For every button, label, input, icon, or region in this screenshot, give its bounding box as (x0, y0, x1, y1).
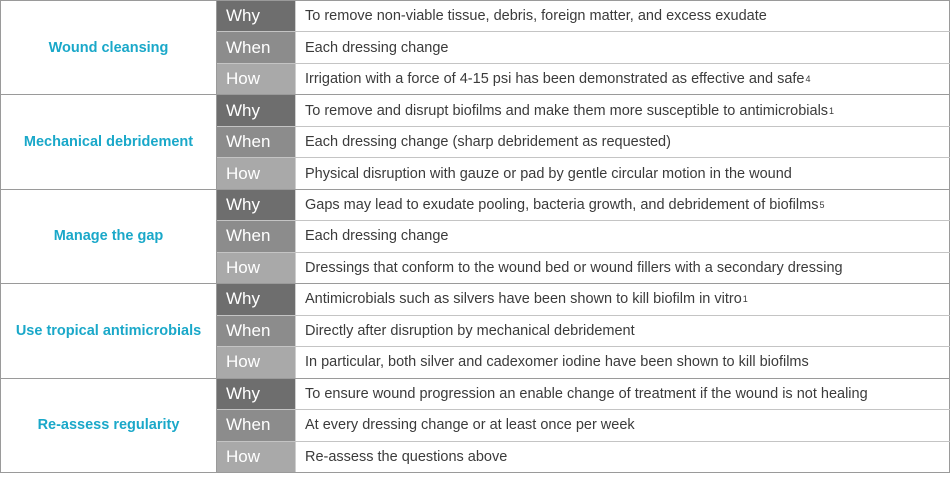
group-rows (217, 284, 950, 377)
when-label: When (217, 127, 296, 157)
table-row-how (217, 253, 950, 283)
table-row-how (217, 64, 950, 94)
group-title: Mechanical debridement (1, 95, 217, 188)
why-label: Why (217, 190, 296, 220)
when-text: Each dressing change (sharp debridement as requested) (296, 127, 950, 157)
how-text: Irrigation with a force of 4-15 psi has been demonstrated as effective and safe 4 (296, 64, 950, 94)
why-text: Antimicrobials such as silvers have been shown to kill biofilm in vitro 1 (296, 284, 950, 314)
how-text (296, 442, 950, 472)
table-group-manage-the-gap (1, 190, 950, 284)
why-text-content: Gaps may lead to exudate pooling, bacteria growth, and debridement of biofilms (305, 197, 819, 214)
how-text (296, 158, 950, 188)
how-text-content: Physical disruption with gauze or pad by gentle circular motion in the wound (305, 165, 792, 182)
why-text: Gaps may lead to exudate pooling, bacteria growth, and debridement of biofilms 5 (296, 190, 950, 220)
how-label: How (217, 158, 296, 188)
table-row-when (217, 32, 950, 63)
when-text: Each dressing change (296, 221, 950, 251)
how-label: How (217, 253, 296, 283)
why-text: To remove and disrupt biofilms and make them more susceptible to antimicrobials 1 (296, 95, 950, 125)
table-row-why (217, 190, 950, 221)
table-group-use-tropical-antimicrobials (1, 284, 950, 378)
table-row-when (217, 316, 950, 347)
when-text: At every dressing change or at least once per week (296, 410, 950, 440)
why-text-content: To remove non-viable tissue, debris, foreign matter, and excess exudate (305, 8, 767, 25)
table-row-how (217, 347, 950, 377)
table-group-wound-cleansing (1, 1, 950, 95)
how-text (296, 253, 950, 283)
how-text-content: In particular, both silver and cadexomer iodine have been shown to kill biofilms (305, 354, 809, 371)
why-text-content: To ensure wound progression an enable change of treatment if the wound is not healing (305, 385, 868, 402)
why-label: Why (217, 95, 296, 125)
group-rows (217, 190, 950, 283)
group-title: Manage the gap (1, 190, 217, 283)
group-rows (217, 379, 950, 472)
why-text-content: Antimicrobials such as silvers have been shown to kill biofilm in vitro (305, 291, 742, 308)
table-row-when (217, 221, 950, 252)
table-row-why (217, 1, 950, 32)
table-group-re-assess-regularity (1, 379, 950, 473)
table-row-how (217, 158, 950, 188)
how-label: How (217, 64, 296, 94)
group-title: Wound cleansing (1, 1, 217, 94)
how-text (296, 347, 950, 377)
why-label: Why (217, 379, 296, 409)
how-text-content: Re-assess the questions above (305, 448, 508, 465)
when-label: When (217, 316, 296, 346)
how-label: How (217, 347, 296, 377)
when-text: Each dressing change (296, 32, 950, 62)
why-text (296, 1, 950, 31)
how-text-content: Irrigation with a force of 4-15 psi has been demonstrated as effective and safe (305, 71, 805, 88)
when-text: Directly after disruption by mechanical debridement (296, 316, 950, 346)
table-row-why (217, 284, 950, 315)
when-label: When (217, 32, 296, 62)
why-label: Why (217, 1, 296, 31)
group-rows (217, 1, 950, 94)
group-rows (217, 95, 950, 188)
table-row-when (217, 127, 950, 158)
how-text-content: Dressings that conform to the wound bed or wound fillers with a secondary dressing (305, 259, 843, 276)
table-row-why (217, 379, 950, 410)
how-label: How (217, 442, 296, 472)
table-row-when (217, 410, 950, 441)
why-text (296, 379, 950, 409)
table-row-why (217, 95, 950, 126)
when-label: When (217, 410, 296, 440)
table-row-how (217, 442, 950, 472)
why-label: Why (217, 284, 296, 314)
when-label: When (217, 221, 296, 251)
table-group-mechanical-debridement (1, 95, 950, 189)
group-title: Use tropical antimicrobials (1, 284, 217, 377)
why-text-content: To remove and disrupt biofilms and make them more susceptible to antimicrobials (305, 102, 829, 119)
group-title: Re-assess regularity (1, 379, 217, 472)
